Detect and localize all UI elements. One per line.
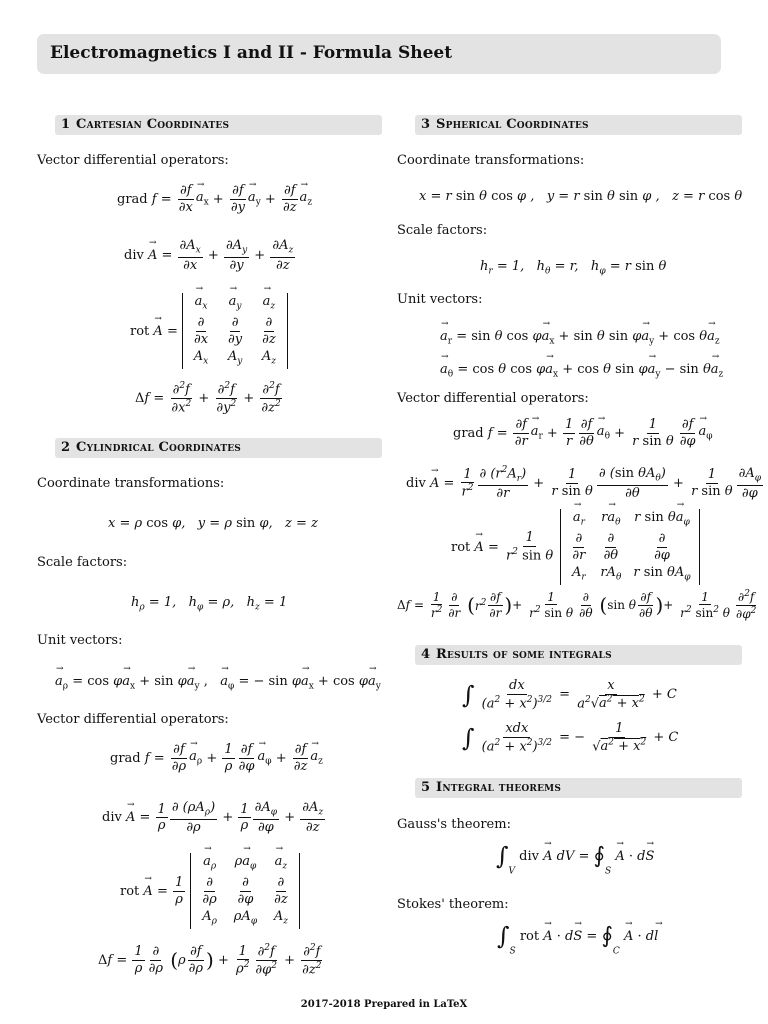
equation-sph-scale: $h_r = 1$, $h_\theta = r$, $h_\varphi = r$ sin θ — [480, 259, 667, 277]
equation-cyl-scale: $h_\rho = 1$, $h_\varphi = \rho$, $h_z = 1$ — [131, 595, 288, 613]
section-number: 3 — [421, 117, 431, 132]
equation-div-cartesian: div → A = $\frac{\partial A_x}{\partial x}$ + $\frac{\partial A_y}{\partial y}$ + $\frac{\partial A_z}{\partial z}$ — [124, 239, 296, 273]
equation-div-spherical: div → A = $\frac{1}{r^2}$ $\frac{\partial (r^2A_r)}{\partial r}$ + $\frac{1}{\text{r sin θ}}$ ∂ (sin $\theta A_\theta$) ∂θ + $\frac{1}{\text{r sin θ}}$ $\frac{\partial A_\varphi}{\partial\varphi}$ — [406, 466, 764, 501]
label-vector-operators: Vector differential operators: — [37, 153, 229, 168]
section-number: 1 — [61, 117, 71, 132]
equation-grad-cartesian: grad f = $\frac{\partial f}{\partial x}$ → $a_x$ + $\frac{\partial f}{\partial y}$ → $a_y$ + $\frac{\partial f}{\partial z}$ → $a_z$ — [117, 184, 312, 214]
label-unit-vectors: Unit vectors: — [37, 633, 123, 648]
label-vector-operators: Vector differential operators: — [37, 712, 229, 727]
equation-rot-cylindrical: rot → A = $\frac{1}{\rho}$ → $a_\rho$ $\rho\to a_\varphi$ → $a_z$ ∂ ∂ρ ∂ ∂φ ∂ ∂z $A_\rho$ $\rho A_\varphi$ $A_z$ — [120, 853, 300, 929]
section-title: Results of some integrals — [436, 647, 612, 662]
equation-sph-transform: x = r sin θ cos φ , y = r sin θ sin φ , z = r cos θ — [419, 189, 743, 204]
equation-stokes: $\int_S$ rot → $A \cdot d\to S = ∮_C \to A \cdot d\to l$ — [497, 922, 658, 957]
equation-div-cylindrical: div → A = $\frac{1}{\rho}$ ∂ $(\rho A_\rho)$ ∂ρ + $\frac{1}{\rho}$ $\frac{\partial A_\varphi}{\partial\varphi}$ + $\frac{\partial A_z}{\partial z}$ — [102, 801, 326, 835]
label-unit-vectors: Unit vectors: — [397, 292, 483, 307]
label-gauss-theorem: Gauss's theorem: — [397, 817, 511, 832]
equation-laplacian-spherical: Δf = $\frac{1}{r^2}$ ∂ ∂r ($r^2$ $\frac{\partial f}{\partial r}$ )+ $\frac{1}{r^2 \sin \theta}$ ∂ ∂θ (sin θ $\frac{\partial f}{\partial\theta}$ )+ $\frac{1}{r^2 \sin^2 \theta}$ $\frac{\partial^2f}{\partial\varphi^2}$ — [397, 589, 757, 621]
section-number: 2 — [61, 440, 71, 455]
equation-laplacian-cartesian: Δf = $\frac{\partial^2f}{\partial x^2}$ + $\frac{\partial^2f}{\partial y^2}$ + $\frac{\partial^2f}{\partial z^2}$ — [135, 381, 281, 416]
equation-cyl-unit-vectors: → $a_\rho = \cos \varphi\to a_x + \sin \varphi\to a_y$ , → $a_\varphi$ = − $\sin \varphi\to a_x + \cos \varphi\to a_y$ — [55, 674, 381, 692]
section-title: Cartesian Coordinates — [76, 117, 230, 132]
equation-sph-unit-vector-theta: → $a_\theta = \cos \theta$ $\cos \varphi\to a_x + \cos \theta$ $\sin \varphi\to a_y - \sin \theta\to a_z$ — [440, 362, 723, 380]
equation-grad-spherical: grad f = $\frac{\partial f}{\partial r}$ → $a_r$ + $\frac{1}{r}$ $\frac{\partial f}{\partial\theta}$ → $a_\theta$ + $\frac{1}{\text{r sin θ}}$ $\frac{\partial f}{\partial\varphi}$ → $a_\varphi$ — [453, 418, 713, 448]
label-stokes-theorem: Stokes' theorem: — [397, 897, 509, 912]
section-title: Integral theorems — [436, 780, 562, 795]
section-header-5 — [415, 778, 742, 798]
equation-integral-1: ∫ $\frac{dx}{(a^2 + x^2)^{3/2}}$ = $\frac{x}{a^2√a^2 + x^2}$ + C — [462, 678, 677, 711]
section-header-1 — [55, 115, 382, 135]
section-header-4 — [415, 645, 742, 665]
footer: 2017-2018 Prepared in LaTeX — [300, 999, 468, 1010]
label-scale-factors: Scale factors: — [397, 223, 488, 238]
equation-grad-cylindrical: grad f = $\frac{\partial f}{\partial\rho}$ → $a_\rho$ + $\frac{1}{\rho}$ $\frac{\partial f}{\partial\varphi}$ → $a_\varphi$ + $\frac{\partial f}{\partial z}$ → $a_z$ — [110, 743, 323, 773]
equation-cyl-transform: x = ρ cos φ, y = ρ sin φ, z = z — [108, 516, 318, 531]
section-title: Cylindrical Coordinates — [76, 440, 241, 455]
equation-rot-cartesian: rot → A = → $a_x$ → $a_y$ → $a_z$ ∂ ∂x ∂ ∂y ∂ ∂z $A_x$ $A_y$ $A_z$ — [130, 293, 288, 369]
equation-laplacian-cylindrical: Δf = $\frac{1}{\rho}$ ∂ ∂ρ (ρ $\frac{\partial f}{\partial\rho}$ ) + $\frac{1}{\rho^2}$ $\frac{\partial^2f}{\partial\varphi^2}$ + $\frac{\partial^2f}{\partial z^2}$ — [98, 943, 322, 978]
section-header-3 — [415, 115, 742, 135]
label-scale-factors: Scale factors: — [37, 555, 128, 570]
page-title: Electromagnetics I and II - Formula Sheet — [50, 43, 453, 63]
label-vector-operators: Vector differential operators: — [397, 391, 589, 406]
section-number: 4 — [421, 647, 431, 662]
label-coordinate-transformations: Coordinate transformations: — [37, 476, 225, 491]
equation-rot-spherical: rot → A = $\frac{1}{r^2 \sin \theta}$ → $a_r$ $r\to a_\theta$ r $\sin \theta\to a_\varphi$ ∂ ∂r ∂ ∂θ ∂ ∂φ $A_r$ $rA_\theta$ r $\sin \theta A_\varphi$ — [451, 509, 700, 585]
title-bar — [37, 34, 721, 74]
label-coordinate-transformations: Coordinate transformations: — [397, 153, 585, 168]
section-header-2 — [55, 438, 382, 458]
section-title: Spherical Coordinates — [436, 117, 589, 132]
equation-sph-unit-vector-r: → $a_r = \sin \theta$ $\cos \varphi\to a_x + \sin \theta$ $\sin \varphi\to a_y + \cos \theta\to a_z$ — [440, 329, 720, 347]
equation-gauss: $\int_V$ div → A dV = $∮_S \to A \cdot d\to S$ — [496, 842, 654, 877]
equation-integral-2: ∫ xdx $(a^2 + x^2)^{3/2}$ = − $\frac{1}{√a^2 + x^2}$ + C — [462, 721, 679, 754]
section-number: 5 — [421, 780, 431, 795]
